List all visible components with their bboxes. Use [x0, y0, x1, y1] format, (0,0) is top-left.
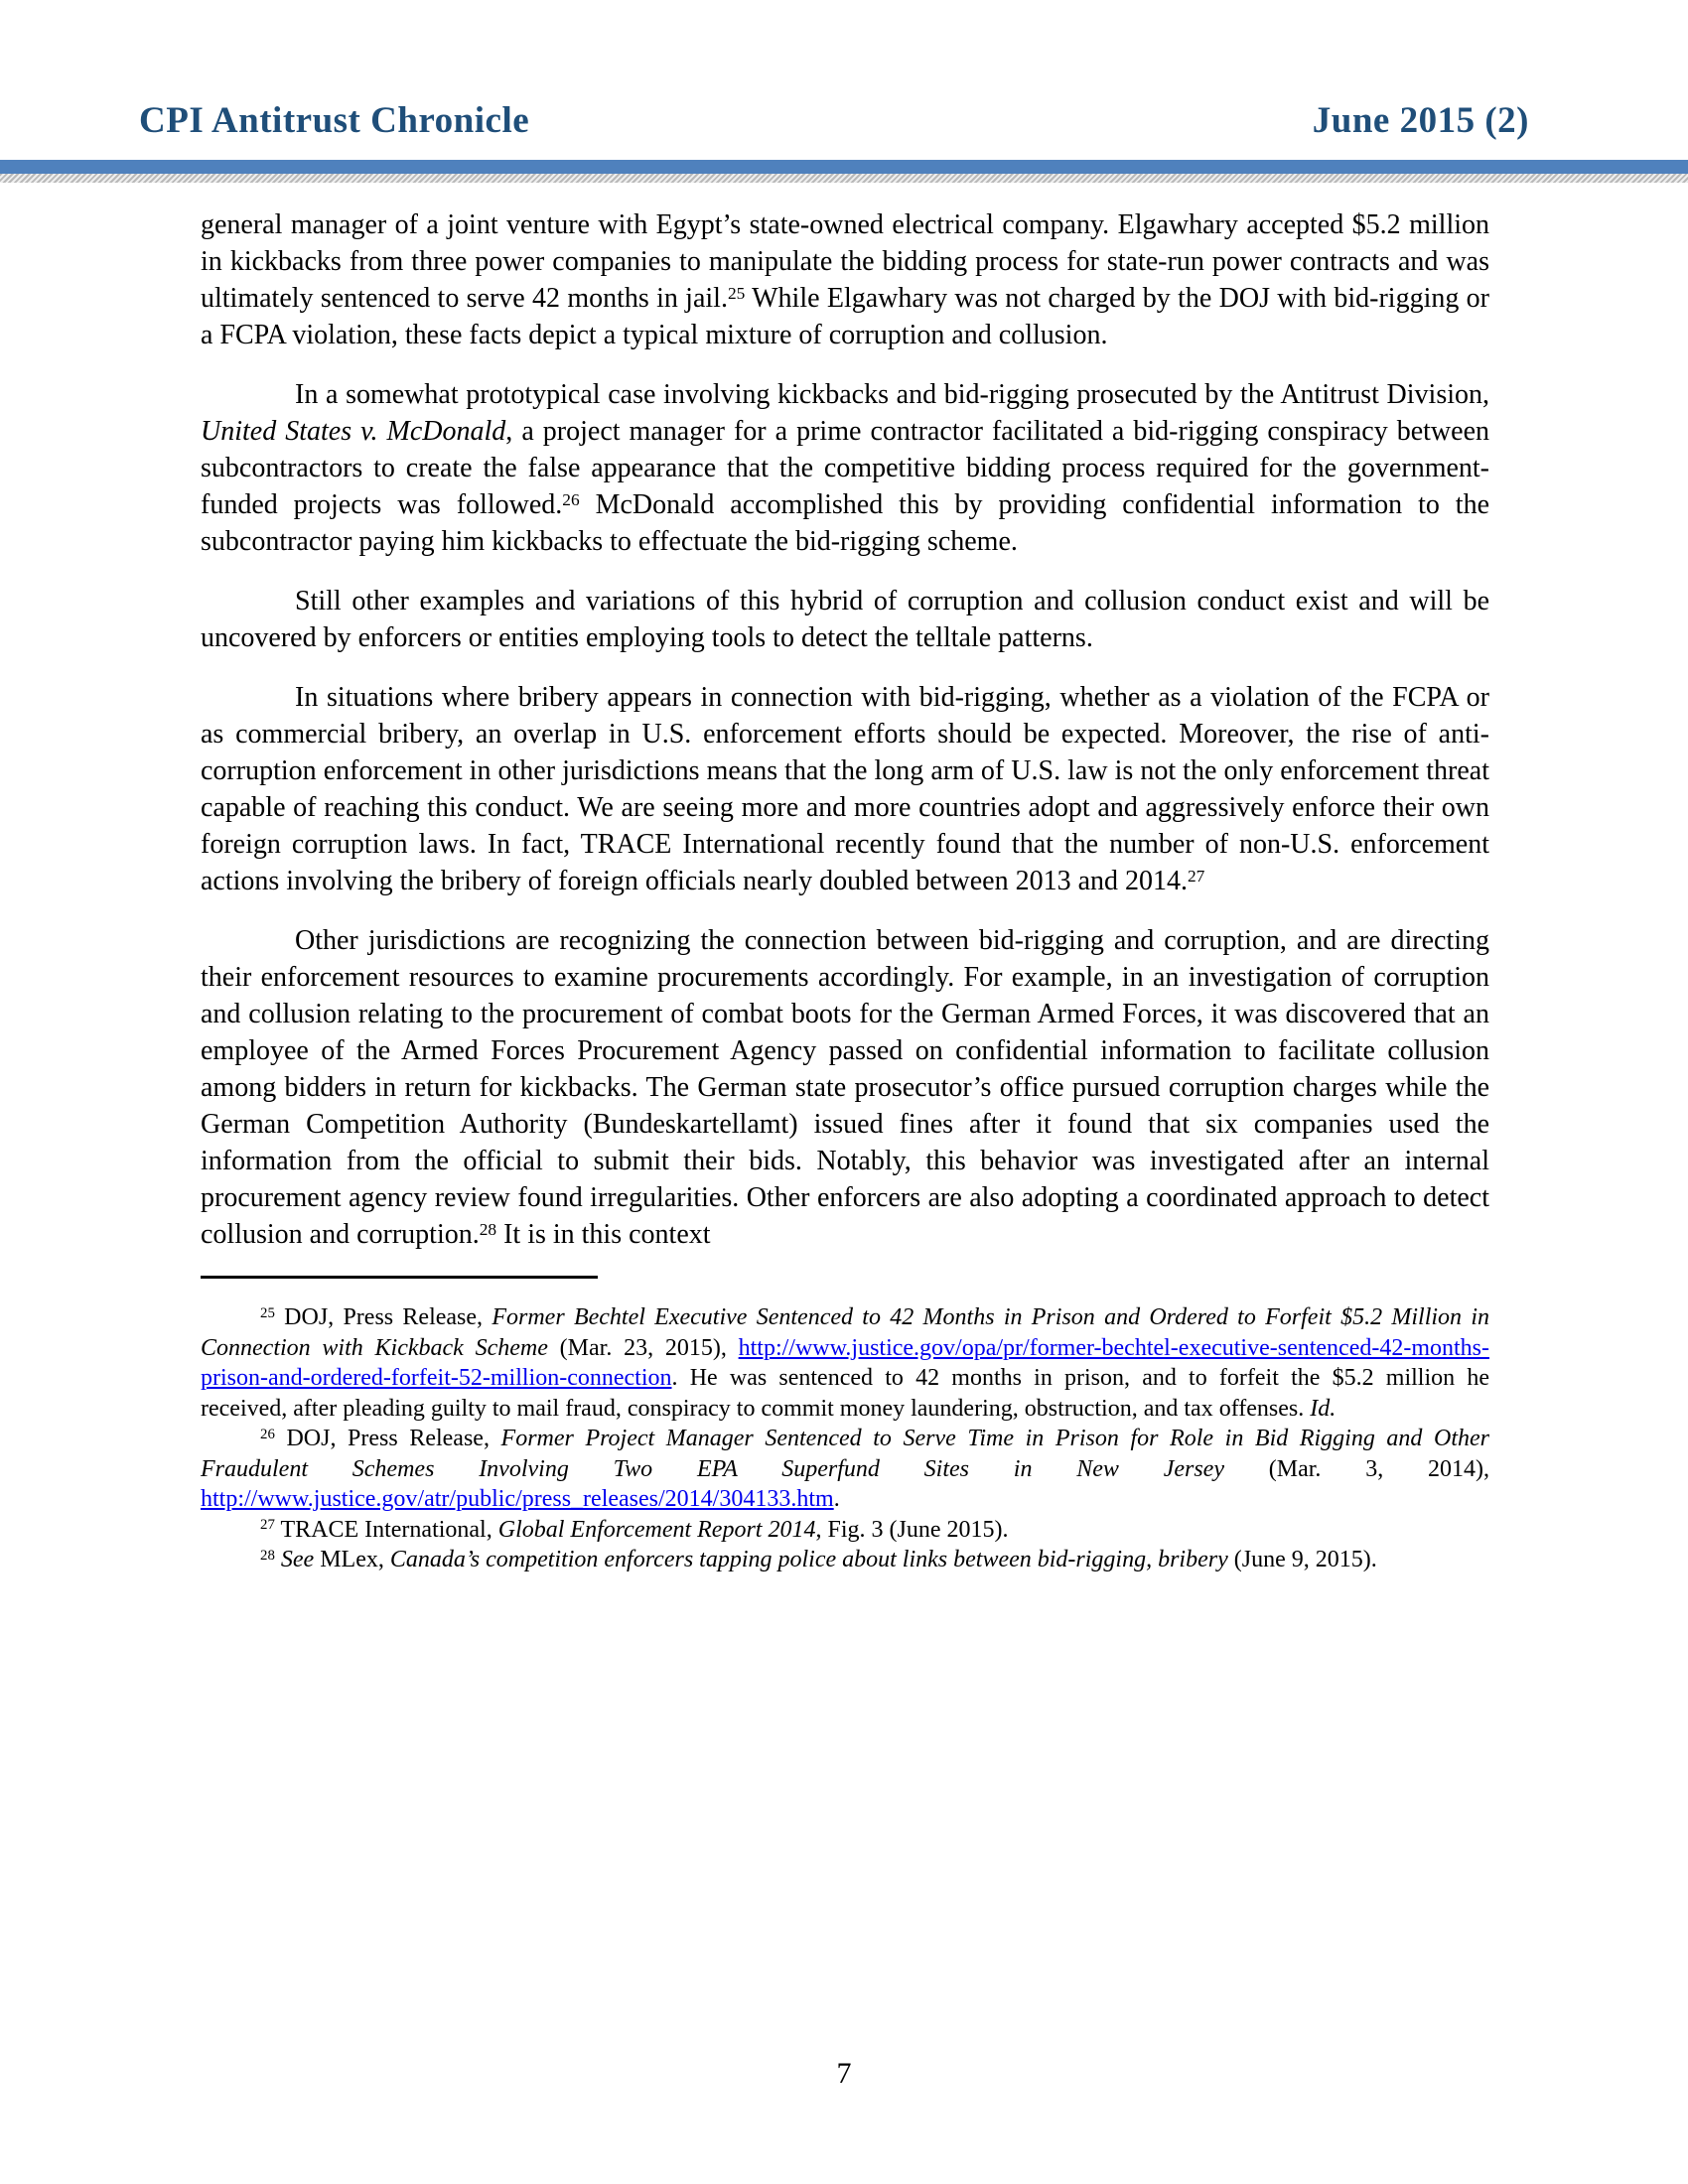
- paragraph: [201, 376, 1489, 560]
- footnote-ref-25: 25: [727, 283, 746, 303]
- text-run: MLex,: [314, 1547, 390, 1572]
- text-run: McDonald accomplished this by providing confidential information to the subcontractor paying him kickbacks to effectuate the bid-rigging scheme.: [201, 489, 1489, 557]
- footnote: [201, 1302, 1489, 1424]
- text-run: (Mar. 23, 2015),: [547, 1334, 739, 1361]
- header-rule-bar: [0, 160, 1688, 174]
- footnote-ref-26: 26: [562, 489, 580, 509]
- footnote-separator: [201, 1276, 598, 1279]
- text-run: While Elgawhary was not charged by the DOJ with bid-rigging or a FCPA violation, these facts depict a typical mixture of corruption and collusion.: [201, 283, 1489, 350]
- footnote-ref-27: 27: [1188, 866, 1205, 886]
- text-run: Still other examples and variations of this hybrid of corruption and collusion conduct exist and will be uncovered by enforcers or entities employing tools to detect the telltale patterns.: [201, 586, 1489, 653]
- text-run: Id.: [1310, 1395, 1336, 1422]
- text-run: TRACE International,: [274, 1516, 498, 1543]
- footnote: [201, 1424, 1489, 1515]
- text-run: It is in this context: [496, 1219, 711, 1250]
- text-run: general manager of a joint venture with Egypt’s state-owned electrical company. Elgawhary accepted $5.2 million in kickbacks from three power companies to manipulate the bidding process for state-run power contracts and was ultimately sentenced to serve 42 months in jail.: [201, 209, 1489, 314]
- text-run: Canada’s competition enforcers tapping police about links between bid-rigging, bribery: [389, 1547, 1228, 1572]
- text-run: .: [833, 1486, 840, 1512]
- text-run: (June 9, 2015).: [1227, 1547, 1377, 1572]
- issue-date: June 2015 (2): [1312, 100, 1529, 141]
- footnotes: [201, 1302, 1489, 1575]
- footnote-number-26: 26: [260, 1426, 275, 1442]
- footnote-link-26[interactable]: http://www.justice.gov/atr/public/press_releases/2014/304133.htm: [201, 1486, 834, 1512]
- journal-title: CPI Antitrust Chronicle: [139, 100, 530, 141]
- text-run: . He was sentenced to 42 months in prison, and to forfeit the $5.2 million he received, after pleading guilty to mail fraud, conspiracy to commit money laundering, obstruction, and tax offenses.: [201, 1365, 1489, 1422]
- page-header: [0, 0, 1688, 142]
- text-run: In a somewhat prototypical case involving kickbacks and bid-rigging prosecuted by the Antitrust Division,: [295, 379, 1489, 410]
- page-number: 7: [836, 2057, 852, 2090]
- footnote-number-25: 25: [260, 1304, 275, 1321]
- text-run: Former Project Manager Sentenced to Serve Time in Prison for Role in Bid Rigging and Other Fraudulent Schemes Involving Two EPA Superfund Sites in New Jersey: [201, 1426, 1489, 1482]
- text-run: See: [280, 1547, 315, 1572]
- text-run: Global Enforcement Report 2014: [497, 1516, 816, 1543]
- text-run: DOJ, Press Release,: [274, 1304, 492, 1330]
- text-run: (Mar. 3, 2014),: [1223, 1455, 1489, 1482]
- text-run: In situations where bribery appears in connection with bid-rigging, whether as a violation of the FCPA or as commercial bribery, an overlap in U.S. enforcement efforts should be expected. Moreover, the rise of anti-corruption enforcement in other jurisdictions means that the long arm of U.S. law is not the only enforcement threat capable of reaching this conduct. We are seeing more and more countries adopt and aggressively enforce their own foreign corruption laws. In fact, TRACE International recently found that the number of non-U.S. enforcement actions involving the bribery of foreign officials nearly doubled between 2013 and 2014.: [201, 682, 1489, 896]
- paragraph: [201, 922, 1489, 1253]
- footnote: [201, 1515, 1489, 1546]
- paragraph: [201, 679, 1489, 899]
- text-run: Former Bechtel Executive Sentenced to 42 Months in Prison and Ordered to Forfeit $5.2 Million in Connection with Kickback Scheme: [201, 1304, 1489, 1361]
- text-run: , a project manager for a prime contractor facilitated a bid-rigging conspiracy between subcontractors to create the false appearance that the competitive bidding process required for the government-funded projects was followed.: [201, 416, 1490, 520]
- text-run: Other jurisdictions are recognizing the connection between bid-rigging and corruption, and are directing their enforcement resources to examine procurements accordingly. For example, in an investigation of corruption and collusion relating to the procurement of combat boots for the German Armed Forces, it was discovered that an employee of the Armed Forces Procurement Agency passed on confidential information to facilitate collusion among bidders in return for kickbacks. The German state prosecutor’s office pursued corruption charges while the German Competition Authority (Bundeskartellamt) issued fines after it found that six companies used the information from the official to submit their bids. Notably, this behavior was investigated after an internal procurement agency review found irregularities. Other enforcers are also adopting a coordinated approach to detect collusion and corruption.: [201, 925, 1489, 1250]
- paragraph: [201, 583, 1489, 656]
- text-run: DOJ, Press Release,: [274, 1426, 501, 1451]
- footnote-number-27: 27: [260, 1517, 275, 1534]
- text-run: , Fig. 3 (June 2015).: [815, 1516, 1009, 1543]
- footnote-link-25[interactable]: http://www.justice.gov/opa/pr/former-bechtel-executive-sentenced-42-months-prison-and-ordered-forfeit-52-million-connection: [201, 1334, 1489, 1391]
- case-name: United States v. McDonald: [201, 416, 506, 447]
- paragraph: [201, 206, 1489, 353]
- footnote-number-28: 28: [260, 1547, 275, 1564]
- footnote: [201, 1545, 1489, 1575]
- body-text: [201, 206, 1489, 1253]
- footnote-ref-28: 28: [479, 1219, 497, 1239]
- header-rule-shadow: [0, 174, 1688, 183]
